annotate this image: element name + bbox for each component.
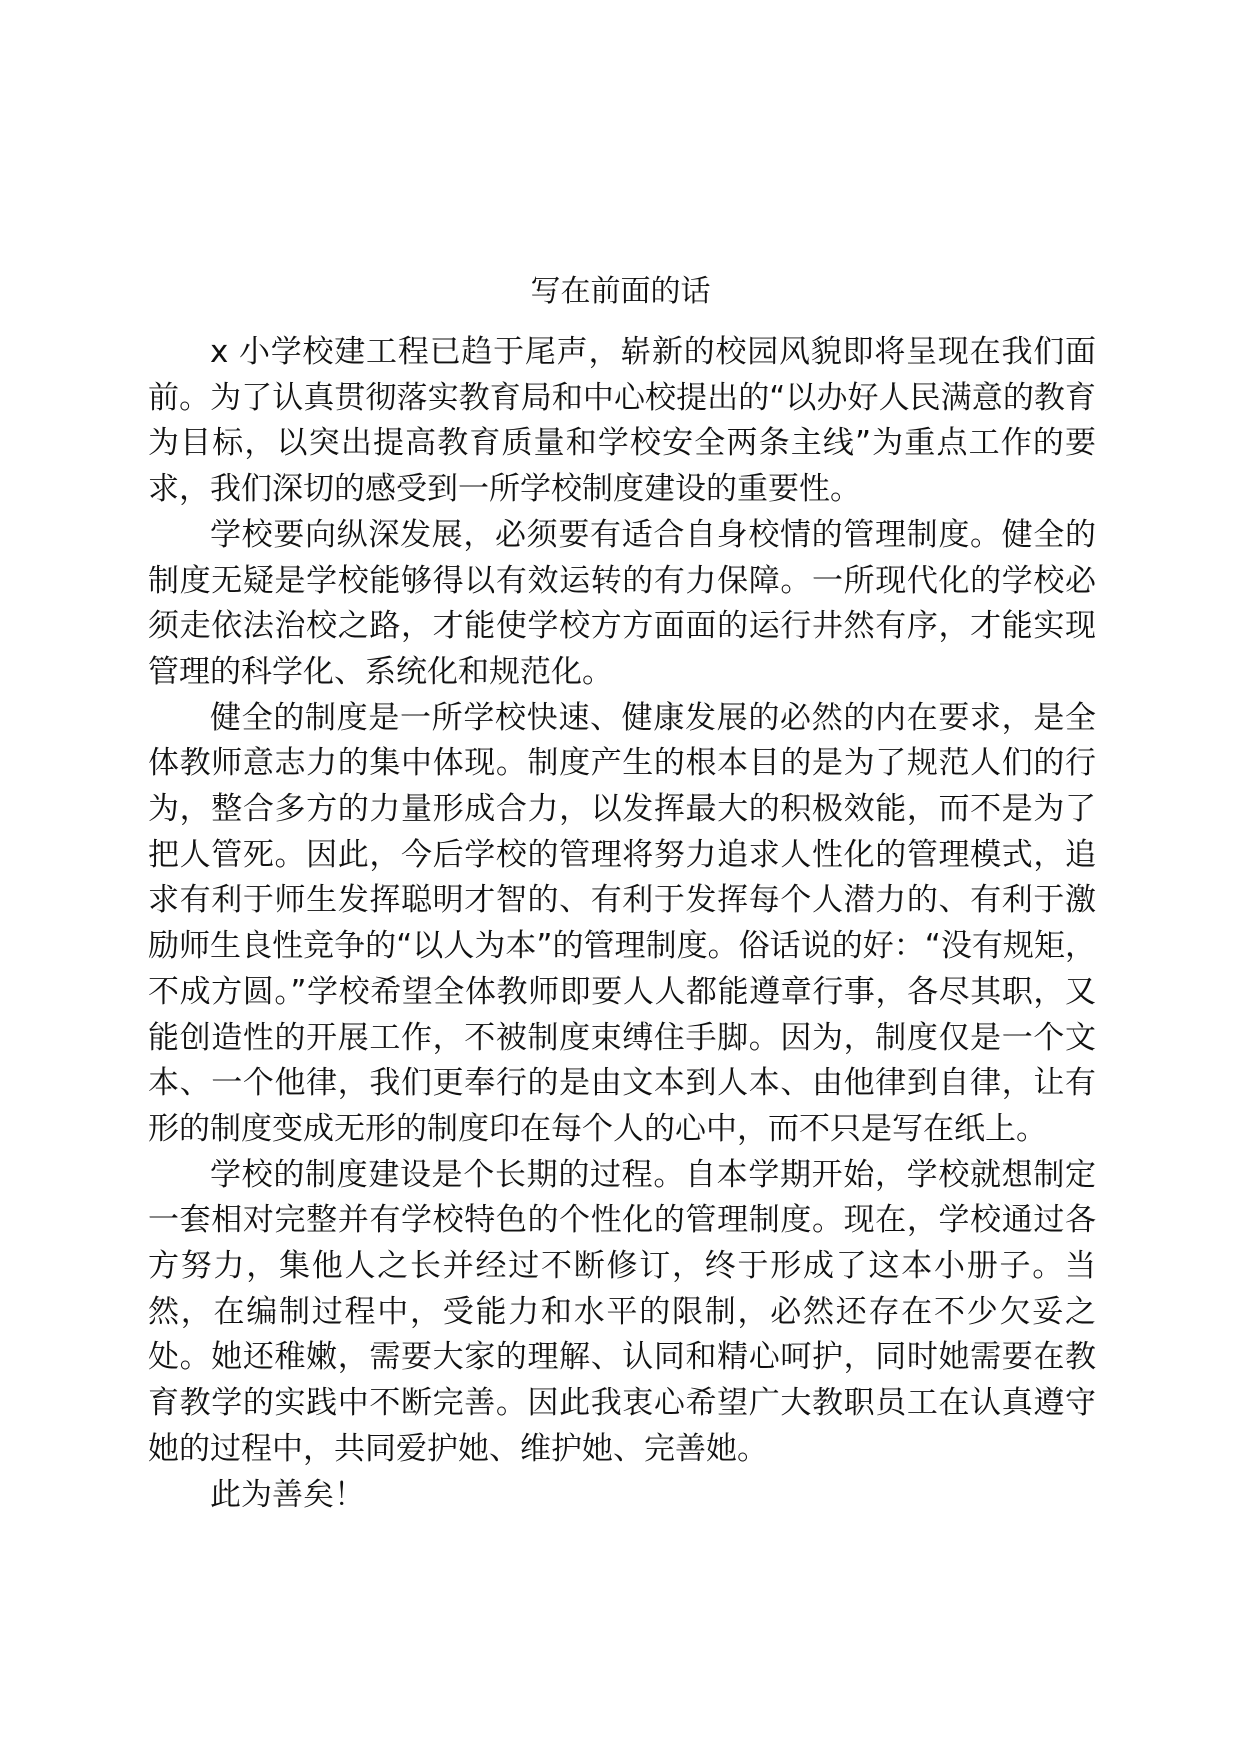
paragraph-sound-system: 健全的制度是一所学校快速、健康发展的必然的内在要求，是全体教师意志力的集中体现。制度产生的根本目的是为了规范人们的行为，整合多方的力量形成合力，以发挥最大的积极效能，而不是为了把人管死。因此，今后学校的管理将努力追求人性化的管理模式，追求有利于师生发挥聪明才智的、有利于发挥每个人潜力的、有利于激励师生良性竞争的“以人为本”的管理制度。俗话说的好：“没有规矩，不成方圆。”学校希望全体教师即要人人都能遵章行事，各尽其职，又能创造性的开展工作，不被制度束缚住手脚。因为，制度仅是一个文本、一个他律，我们更奉行的是由文本到人本、由他律到自律，让有形的制度变成无形的制度印在每个人的心中，而不只是写在纸上。 bbox=[148, 699, 1096, 1147]
document-title: 写在前面的话 bbox=[530, 274, 711, 309]
paragraph-development: 学校要向纵深发展，必须要有适合自身校情的管理制度。健全的制度无疑是学校能够得以有效运转的有力保障。一所现代化的学校必须走依法治校之路，才能使学校方方面面的运行井然有序，才能实现管理的科学化、系统化和规范化。 bbox=[148, 516, 1096, 690]
paragraph-system-building: 学校的制度建设是个长期的过程。自本学期开始，学校就想制定一套相对完整并有学校特色的个性化的管理制度。现在，学校通过各方努力，集他人之长并经过不断修订，终于形成了这本小册子。当然，在编制过程中，受能力和水平的限制，必然还存在不少欠妥之处。她还稚嫩，需要大家的理解、认同和精心呵护，同时她需要在教育教学的实践中不断完善。因此我衷心希望广大教职员工在认真遵守她的过程中，共同爱护她、维护她、完善她。 bbox=[148, 1156, 1096, 1467]
paragraph-intro: x 小学校建工程已趋于尾声，崭新的校园风貌即将呈现在我们面前。为了认真贯彻落实教育局和中心校提出的“以办好人民满意的教育为目标，以突出提高教育质量和学校安全两条主线”为重点工作的要求，我们深切的感受到一所学校制度建设的重要性。 bbox=[148, 334, 1096, 508]
closing-line: 此为善矣！ bbox=[210, 1476, 365, 1513]
document-body bbox=[148, 330, 1096, 1518]
